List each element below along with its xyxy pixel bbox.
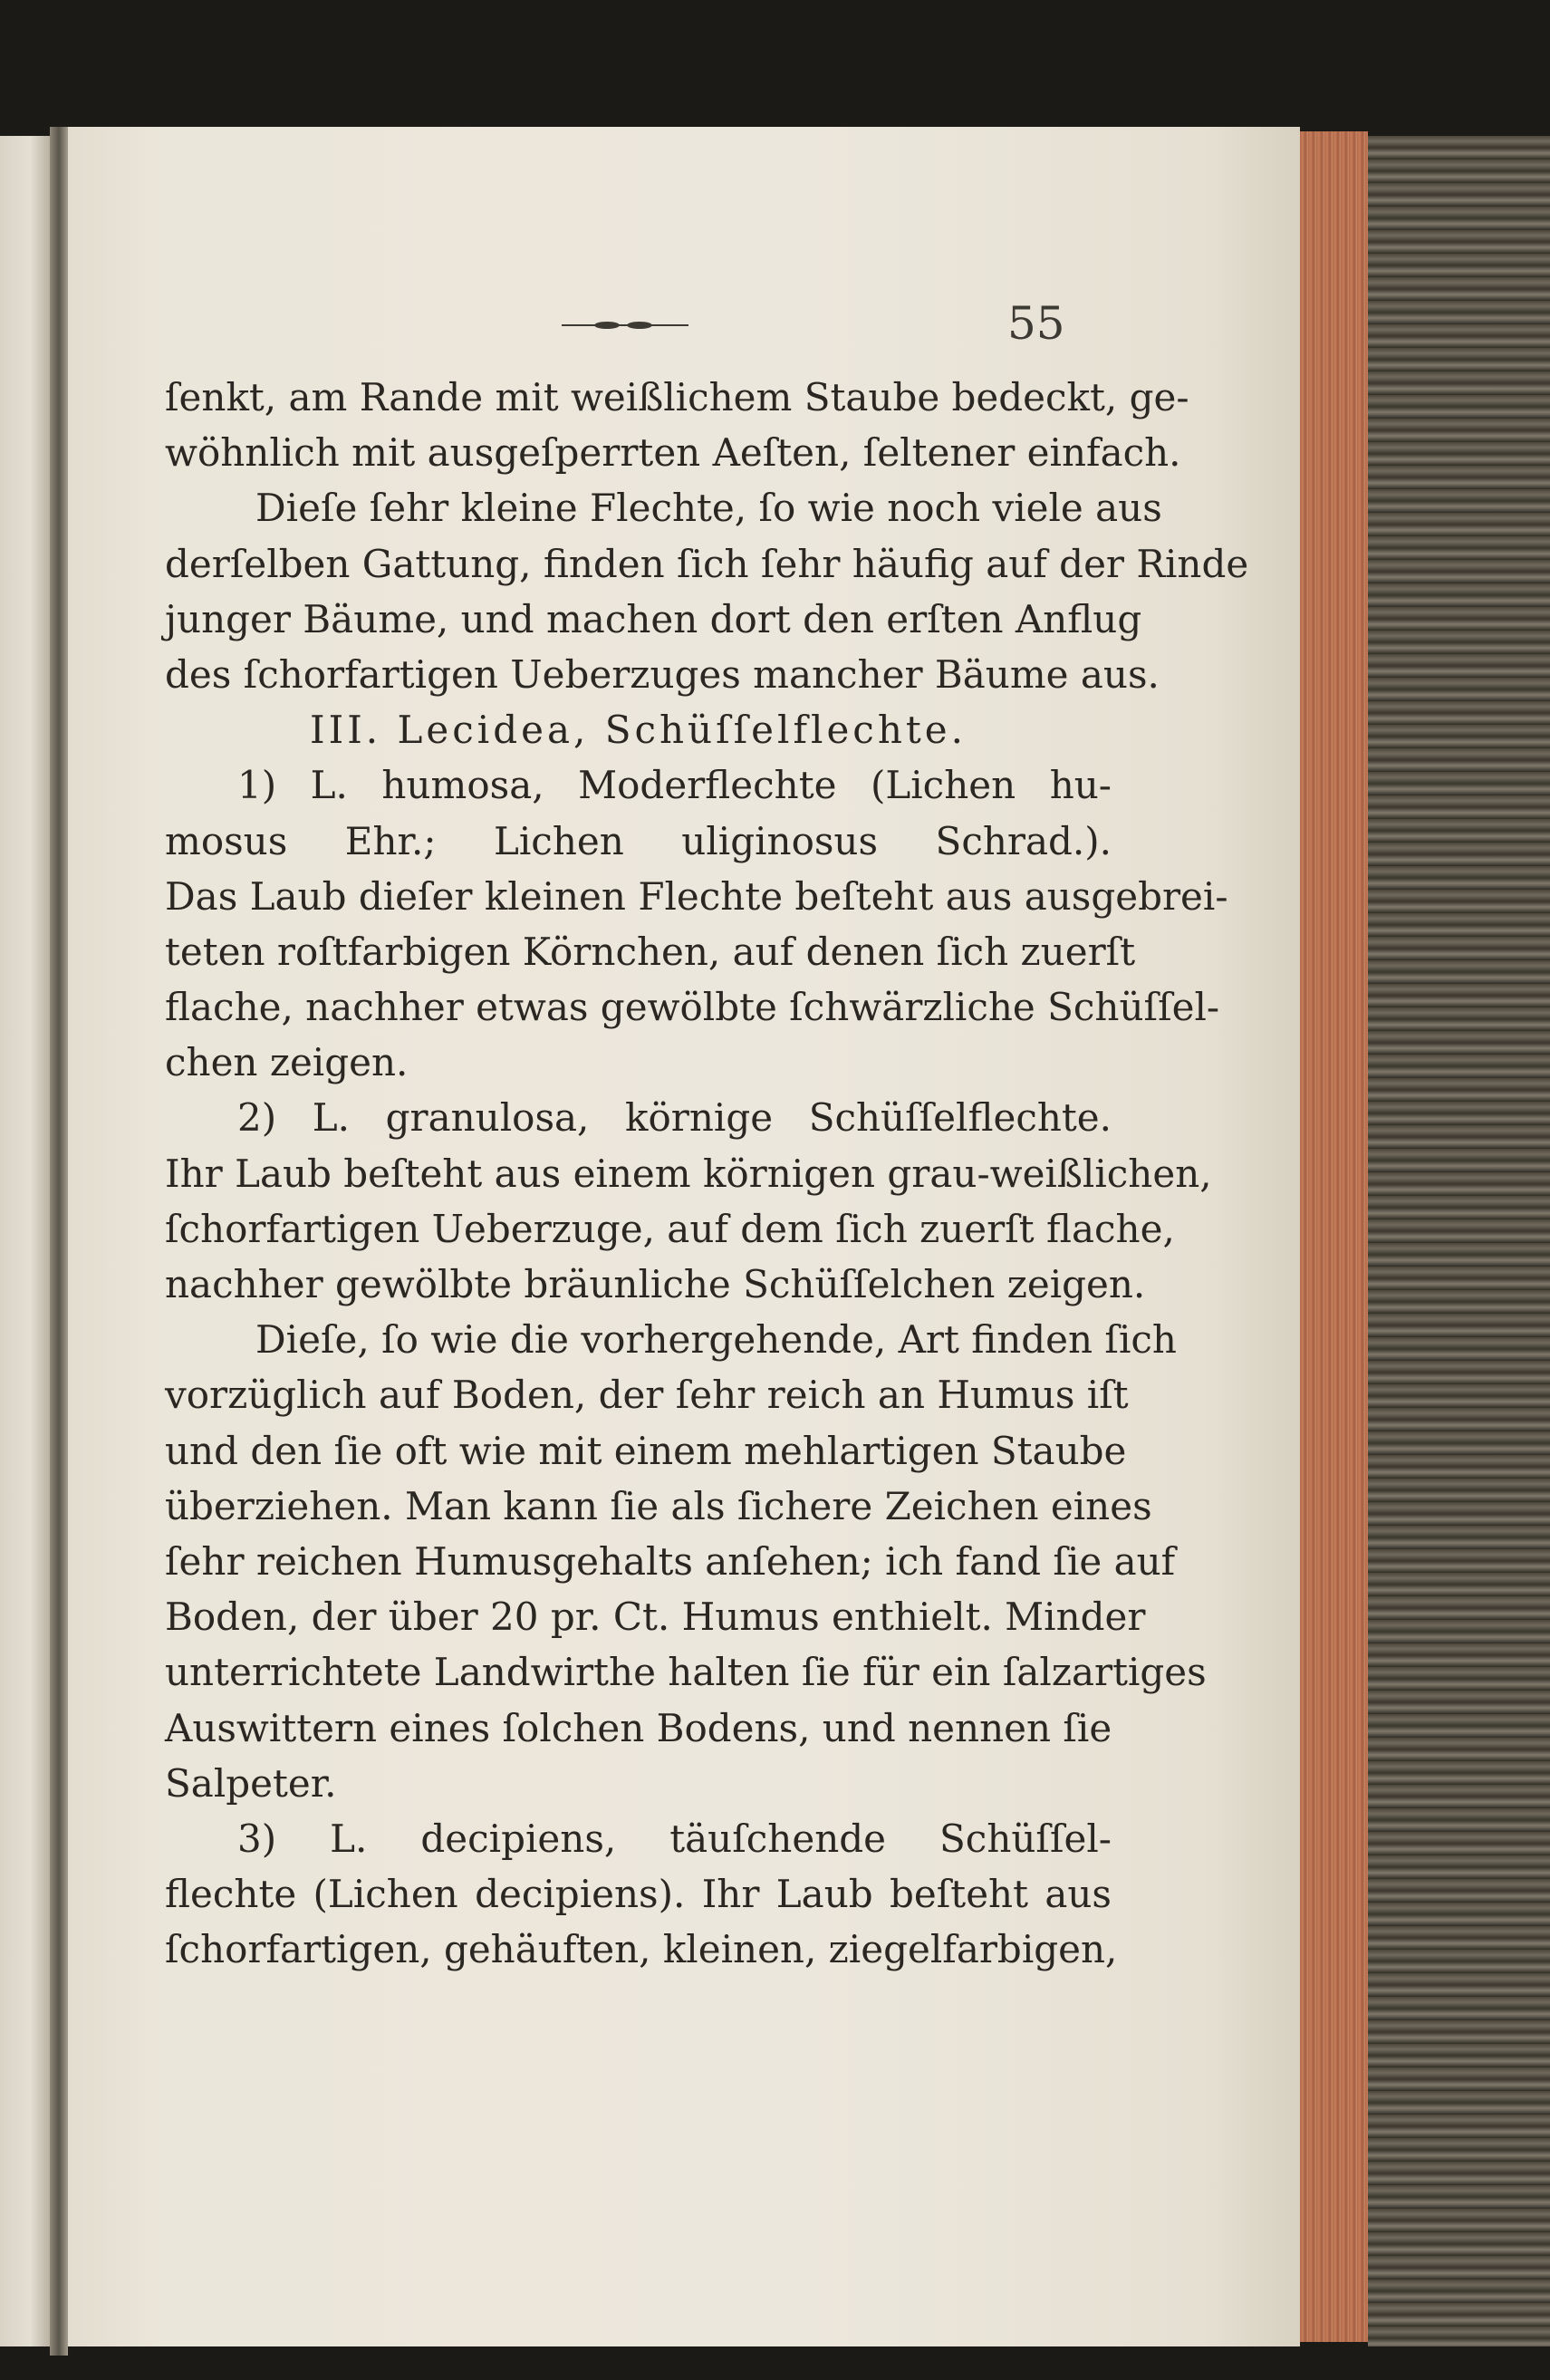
text-line: vorzüglich auf Boden, der ſehr reich an Humus iſt — [165, 1373, 1129, 1418]
text-line: überziehen. Man kann ſie als ſichere Zeichen eines — [165, 1483, 1152, 1528]
text-line: ſehr reichen Humusgehalts anſehen; ich fand ſie auf — [165, 1538, 1176, 1584]
left-page-edge — [0, 136, 50, 2346]
text-line: teten roſtfarbigen Körnchen, auf denen ſich zuerſt — [165, 929, 1136, 974]
text-line: wöhnlich mit ausgeſperrten Aeſten, ſeltener einfach. — [165, 430, 1181, 476]
text-line: Auswittern eines ſolchen Bodens, und nennen ſie — [165, 1705, 1112, 1750]
text-line: Dieſe, ſo wie die vorhergehende, Art finden ſich — [255, 1317, 1177, 1363]
book-gutter — [50, 127, 68, 2356]
text-line: junger Bäume, und machen dort den erſten Anflug — [165, 596, 1142, 641]
page-number: 55 — [1007, 297, 1065, 350]
text-line: ſchorfartigen Ueberzuge, auf dem ſich zuerſt flache, — [165, 1206, 1175, 1251]
text-line: Dieſe ſehr kleine Flechte, ſo wie noch viele aus — [255, 486, 1162, 531]
text-line: und den ſie oft wie mit einem mehlartigen Staube — [165, 1428, 1127, 1473]
text-line: Salpeter. — [165, 1760, 337, 1806]
section-heading: III. Lecidea, Schüſſelflechte. — [310, 708, 967, 753]
text-line: Boden, der über 20 pr. Ct. Humus enthielt. Minder — [165, 1595, 1146, 1640]
text-line: 2) L. granulosa, körnige Schüſſelflechte. — [237, 1095, 1112, 1141]
text-line: Das Laub dieſer kleinen Flechte beſteht aus ausgebrei- — [165, 873, 1228, 919]
text-line: mosus Ehr.; Lichen uliginosus Schrad.). — [165, 818, 1112, 863]
header-ornament-icon — [562, 319, 688, 332]
text-line: Ihr Laub beſteht aus einem körnigen grau-weißlichen, — [165, 1151, 1212, 1196]
text-line: unterrichtete Landwirthe halten ſie für ein ſalzartiges — [165, 1650, 1207, 1695]
page-edges — [1300, 131, 1368, 2342]
text-line: ſenkt, am Rande mit weißlichem Staube bedeckt, ge- — [165, 375, 1189, 419]
book-cover-board — [1368, 136, 1550, 2346]
text-line: des ſchorfartigen Ueberzuges mancher Bäume aus. — [165, 651, 1160, 697]
text-line: flache, nachher etwas gewölbte ſchwärzliche Schüſſel- — [165, 985, 1220, 1030]
text-line: chen zeigen. — [165, 1040, 409, 1085]
text-line: 1) L. humosa, Moderflechte (Lichen hu- — [237, 763, 1112, 808]
text-line: flechte (Lichen decipiens). Ihr Laub beſteht aus — [165, 1872, 1112, 1917]
page-text — [165, 370, 1249, 1977]
text-line: nachher gewölbte bräunliche Schüſſelchen zeigen. — [165, 1262, 1146, 1306]
text-line: ſchorfartigen, gehäuften, kleinen, ziegelfarbigen, — [165, 1927, 1118, 1972]
text-line: derſelben Gattung, finden ſich ſehr häufig auf der Rinde — [165, 541, 1249, 586]
text-line: 3) L. decipiens, täuſchende Schüſſel- — [237, 1816, 1112, 1861]
